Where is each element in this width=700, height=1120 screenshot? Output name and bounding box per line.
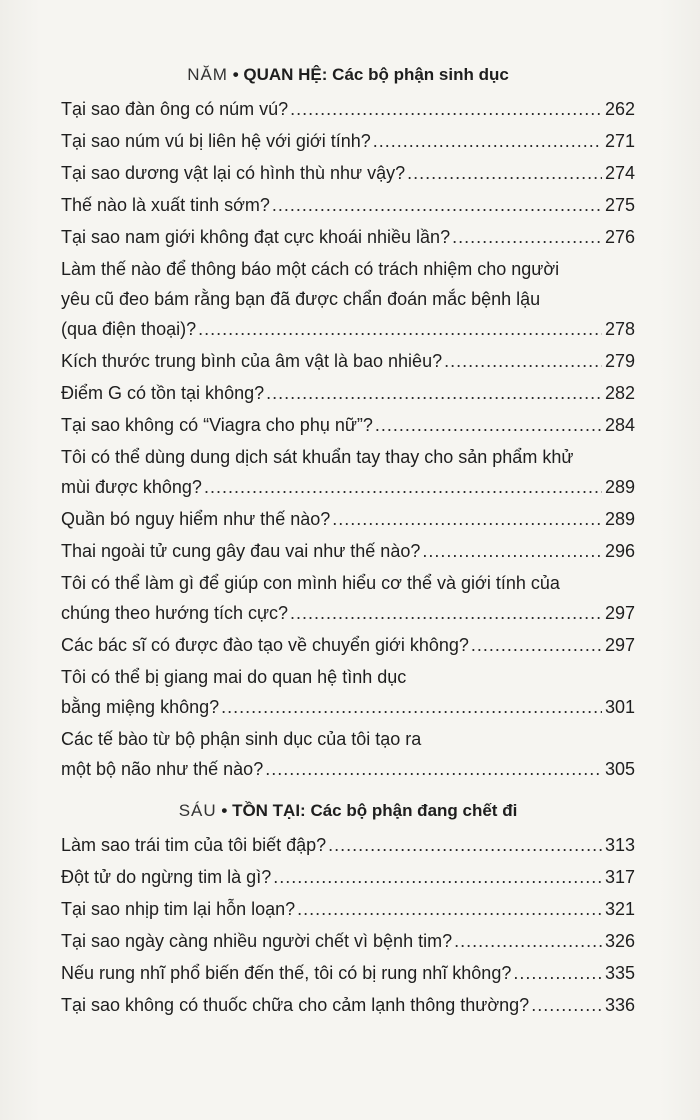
dot-leader	[373, 126, 602, 156]
toc-entry-last-line	[61, 504, 635, 534]
toc-entry-text: Thai ngoài tử cung gây đau vai như thế nào?	[61, 541, 421, 561]
toc-entry-text: (qua điện thoại)?	[61, 319, 197, 339]
page-number: 271	[604, 131, 635, 151]
toc-entry-last-line	[61, 190, 635, 220]
dot-leader	[290, 598, 602, 628]
toc-entry[interactable]	[61, 568, 635, 630]
toc-entry-last-line	[61, 958, 635, 988]
dot-leader	[221, 692, 602, 722]
toc-entry-text: Đột tử do ngừng tim là gì?	[61, 867, 272, 887]
page-number: 279	[604, 351, 635, 371]
toc-entry-last-line	[61, 472, 635, 502]
bullet-separator: •	[216, 801, 233, 820]
toc-entry-text: Tại sao đàn ông có núm vú?	[61, 99, 289, 119]
toc-entry-last-line	[61, 692, 635, 722]
toc-entry-last-line	[61, 126, 635, 156]
toc-entry[interactable]	[61, 536, 635, 568]
toc-entry-text: Nếu rung nhĩ phổ biến đến thế, tôi có bị rung nhĩ không?	[61, 963, 512, 983]
bullet-separator: •	[227, 65, 244, 84]
toc-entry-text: Tôi có thể làm gì để giúp con mình hiểu cơ thể và giới tính của	[61, 573, 560, 593]
page-number: 275	[604, 195, 635, 215]
dot-leader	[407, 158, 602, 188]
dot-leader	[272, 190, 602, 220]
toc-entry-last-line	[61, 830, 635, 860]
toc-entry-last-line	[61, 990, 635, 1020]
toc-entry-last-line	[61, 158, 635, 188]
toc-entry[interactable]	[61, 126, 635, 158]
dot-leader	[328, 830, 602, 860]
toc-entry-last-line	[61, 894, 635, 924]
toc-entry-last-line	[61, 314, 635, 344]
toc-entry-last-line	[61, 346, 635, 376]
toc-entry-text: yêu cũ đeo bám rằng bạn đã được chẩn đoán mắc bệnh lậu	[61, 289, 541, 309]
page-number: 262	[604, 99, 635, 119]
dot-leader	[422, 536, 602, 566]
table-of-contents	[61, 56, 635, 1022]
toc-entry-last-line	[61, 754, 635, 784]
toc-entry-text: Tại sao núm vú bị liên hệ với giới tính?	[61, 131, 371, 151]
toc-entry-text: Tại sao không có “Viagra cho phụ nữ”?	[61, 415, 373, 435]
dot-leader	[290, 94, 602, 124]
toc-entry[interactable]	[61, 862, 635, 894]
toc-entry-text: Các bác sĩ có được đào tạo về chuyển giới không?	[61, 635, 469, 655]
page-number: 336	[604, 995, 635, 1015]
toc-entry[interactable]	[61, 254, 635, 346]
toc-entry-text: Tại sao ngày càng nhiều người chết vì bệnh tim?	[61, 931, 453, 951]
toc-entry[interactable]	[61, 926, 635, 958]
dot-leader	[332, 504, 602, 534]
page-number: 326	[604, 931, 635, 951]
toc-entry-text: Quần bó nguy hiểm như thế nào?	[61, 509, 331, 529]
dot-leader	[273, 862, 602, 892]
page-number: 296	[604, 541, 635, 561]
toc-entry[interactable]	[61, 990, 635, 1022]
toc-entry[interactable]	[61, 630, 635, 662]
toc-entry-last-line	[61, 410, 635, 440]
page-number: 321	[604, 899, 635, 919]
toc-entry[interactable]	[61, 94, 635, 126]
toc-entry[interactable]	[61, 958, 635, 990]
toc-entry[interactable]	[61, 504, 635, 536]
toc-entry-text: Tại sao dương vật lại có hình thù như vậy?	[61, 163, 406, 183]
toc-entry[interactable]	[61, 378, 635, 410]
toc-entry-text: Tôi có thể bị giang mai do quan hệ tình dục	[61, 667, 407, 687]
page-number: 297	[604, 603, 635, 623]
dot-leader	[452, 222, 602, 252]
toc-entry[interactable]	[61, 410, 635, 442]
section-name: QUAN HỆ:	[243, 65, 328, 84]
page-number: 284	[604, 415, 635, 435]
dot-leader	[513, 958, 602, 988]
toc-entry-text: bằng miệng không?	[61, 697, 220, 717]
toc-entry-text: Thế nào là xuất tinh sớm?	[61, 195, 270, 215]
dot-leader	[444, 346, 602, 376]
toc-entry-text: mùi được không?	[61, 477, 202, 497]
toc-entry-last-line	[61, 862, 635, 892]
toc-entry-text: Làm thế nào để thông báo một cách có trách nhiệm cho người	[61, 259, 560, 279]
dot-leader	[471, 630, 602, 660]
toc-entry[interactable]	[61, 442, 635, 504]
dot-leader	[297, 894, 602, 924]
toc-entry-last-line	[61, 222, 635, 252]
toc-entry-last-line	[61, 94, 635, 124]
page-number: 317	[604, 867, 635, 887]
dot-leader	[531, 990, 602, 1020]
toc-entry-text: Kích thước trung bình của âm vật là bao nhiêu?	[61, 351, 443, 371]
toc-entry-last-line	[61, 926, 635, 956]
section-title	[61, 792, 635, 830]
toc-entry-text: Tại sao nhịp tim lại hỗn loạn?	[61, 899, 296, 919]
page-number: 282	[604, 383, 635, 403]
page-number: 278	[604, 319, 635, 339]
dot-leader	[266, 378, 602, 408]
toc-entry-last-line	[61, 598, 635, 628]
page-number: 289	[604, 477, 635, 497]
dot-leader	[375, 410, 602, 440]
page-number: 335	[604, 963, 635, 983]
section-title	[61, 56, 635, 94]
toc-entry[interactable]	[61, 662, 635, 724]
dot-leader	[454, 926, 602, 956]
toc-entry[interactable]	[61, 222, 635, 254]
toc-entry[interactable]	[61, 190, 635, 222]
page-number: 276	[604, 227, 635, 247]
toc-entry-text: Tại sao nam giới không đạt cực khoái nhiều lần?	[61, 227, 451, 247]
toc-entry[interactable]	[61, 158, 635, 190]
page-number: 313	[604, 835, 635, 855]
toc-entry-last-line	[61, 630, 635, 660]
page-number: 274	[604, 163, 635, 183]
page-number: 301	[604, 697, 635, 717]
toc-entry-text: Làm sao trái tim của tôi biết đập?	[61, 835, 327, 855]
page-number: 289	[604, 509, 635, 529]
section-subtitle: Các bộ phận sinh dục	[332, 65, 509, 84]
dot-leader	[198, 314, 602, 344]
toc-entry[interactable]	[61, 894, 635, 926]
section-number: SÁU	[178, 801, 217, 820]
dot-leader	[265, 754, 602, 784]
page-number: 305	[604, 759, 635, 779]
toc-entry-last-line	[61, 536, 635, 566]
toc-entry-text: Điểm G có tồn tại không?	[61, 383, 265, 403]
toc-entry[interactable]	[61, 830, 635, 862]
toc-entry-text: một bộ não như thế nào?	[61, 759, 264, 779]
toc-entry-text: Tôi có thể dùng dung dịch sát khuẩn tay thay cho sản phẩm khử	[61, 447, 574, 467]
toc-entry[interactable]	[61, 346, 635, 378]
toc-entry-text: Tại sao không có thuốc chữa cho cảm lạnh thông thường?	[61, 995, 530, 1015]
toc-entry-text: Các tế bào từ bộ phận sinh dục của tôi tạo ra	[61, 729, 422, 749]
section-number: NĂM	[187, 65, 228, 84]
toc-entry-text: chúng theo hướng tích cực?	[61, 603, 289, 623]
section-subtitle: Các bộ phận đang chết đi	[310, 801, 518, 820]
page-number: 297	[604, 635, 635, 655]
dot-leader	[204, 472, 602, 502]
toc-entry-last-line	[61, 378, 635, 408]
section-name: TỒN TẠI:	[232, 801, 306, 820]
toc-entry[interactable]	[61, 724, 635, 786]
